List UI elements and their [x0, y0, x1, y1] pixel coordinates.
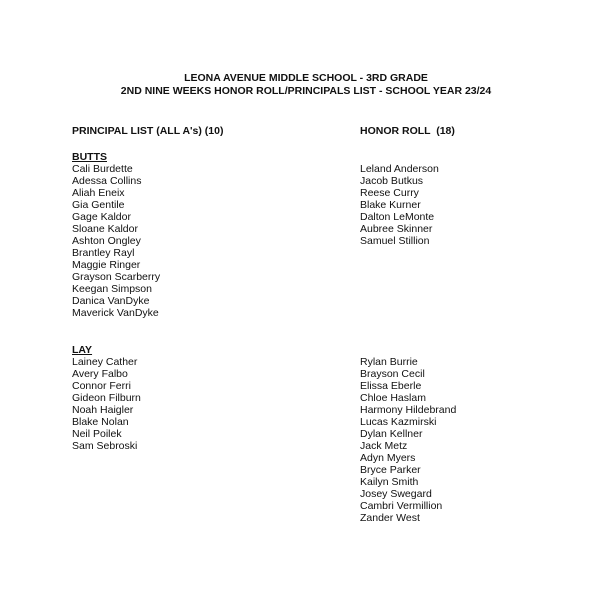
list-item: Grayson Scarberry	[72, 271, 161, 283]
list-item: Adyn Myers	[360, 452, 416, 464]
list-item: Keegan Simpson	[72, 283, 152, 295]
list-item: Brayson Cecil	[360, 368, 425, 380]
list-item: Avery Falbo	[72, 368, 128, 380]
list-item: Bryce Parker	[360, 464, 421, 476]
list-item: Lainey Cather	[72, 356, 138, 368]
principal-list-lay-section	[72, 344, 141, 452]
list-item: Gage Kaldor	[72, 211, 131, 223]
principal-list-heading: PRINCIPAL LIST (ALL A's) (10)	[72, 125, 224, 137]
list-item: Zander West	[360, 512, 420, 524]
title-line-2: 2ND NINE WEEKS HONOR ROLL/PRINCIPALS LIST - SCHOOL YEAR 23/24	[120, 85, 492, 97]
list-item: Blake Kurner	[360, 199, 421, 211]
list-item: Chloe Haslam	[360, 392, 426, 404]
list-item: Sloane Kaldor	[72, 223, 138, 235]
list-item: Harmony Hildebrand	[360, 404, 457, 416]
list-item: Rylan Burrie	[360, 356, 418, 368]
list-item: Connor Ferri	[72, 380, 131, 392]
list-item: Cali Burdette	[72, 163, 133, 175]
list-item: Reese Curry	[360, 187, 419, 199]
list-item: Elissa Eberle	[360, 380, 422, 392]
list-item: Aubree Skinner	[360, 223, 433, 235]
list-item: Maverick VanDyke	[72, 307, 159, 319]
title-line-1: LEONA AVENUE MIDDLE SCHOOL - 3RD GRADE	[184, 72, 428, 84]
list-item: Dylan Kellner	[360, 428, 423, 440]
teacher-heading-butts: BUTTS	[72, 151, 107, 163]
list-item: Dalton LeMonte	[360, 211, 435, 223]
list-item: Maggie Ringer	[72, 259, 141, 271]
teacher-heading-lay: LAY	[72, 344, 93, 356]
document-title	[0, 72, 612, 98]
list-item: Neil Poilek	[72, 428, 122, 440]
list-item: Gia Gentile	[72, 199, 125, 211]
honor-roll-heading-text: HONOR ROLL (18)	[360, 125, 455, 137]
honor-roll-lay-section	[360, 356, 456, 524]
list-item: Ashton Ongley	[72, 235, 141, 247]
list-item: Brantley Rayl	[72, 247, 135, 259]
list-item: Noah Haigler	[72, 404, 134, 416]
list-item: Danica VanDyke	[72, 295, 150, 307]
list-item: Blake Nolan	[72, 416, 129, 428]
list-item: Samuel Stillion	[360, 235, 430, 247]
list-item: Aliah Eneix	[72, 187, 125, 199]
list-item: Adessa Collins	[72, 175, 142, 187]
list-item: Lucas Kazmirski	[360, 416, 437, 428]
principal-list-butts-section	[72, 151, 160, 319]
list-item: Sam Sebroski	[72, 440, 138, 452]
list-item: Jacob Butkus	[360, 175, 424, 187]
list-item: Jack Metz	[360, 440, 408, 452]
honor-roll-heading	[360, 125, 455, 137]
list-item: Leland Anderson	[360, 163, 439, 175]
honor-roll-butts-section	[360, 163, 439, 247]
list-item: Kailyn Smith	[360, 476, 419, 488]
list-item: Josey Swegard	[360, 488, 432, 500]
list-item: Cambri Vermillion	[360, 500, 443, 512]
list-item: Gideon Filburn	[72, 392, 141, 404]
